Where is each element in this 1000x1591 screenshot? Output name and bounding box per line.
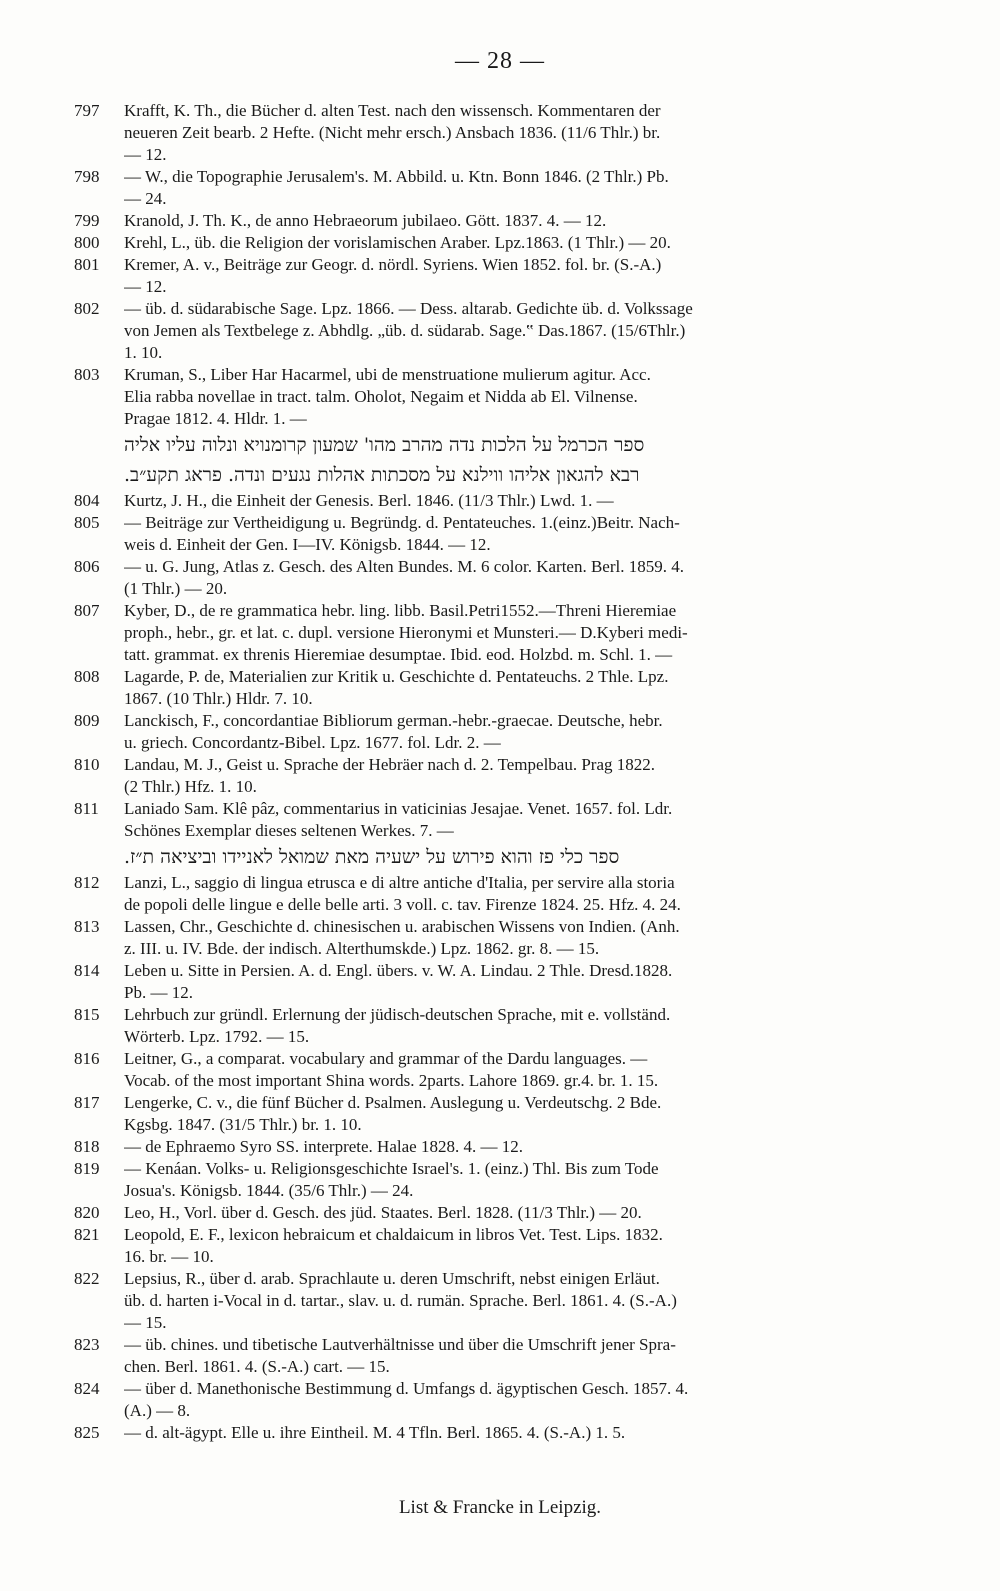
entry-number: 811 — [74, 799, 99, 818]
entry-line: Leitner, G., a comparat. vocabulary and grammar of the Dardu languages. — — [124, 1049, 648, 1068]
entry-line: Lengerke, C. v., die fünf Bücher d. Psalmen. Auslegung u. Verdeutschg. 2 Bde. — [124, 1093, 662, 1112]
entry-line: Krafft, K. Th., die Bücher d. alten Test. nach den wissensch. Kommentaren der — [124, 101, 661, 120]
entry-text — [124, 254, 954, 298]
entry-line: — d. alt-ägypt. Elle u. ihre Eintheil. M. 4 Tfln. Berl. 1865. 4. (S.-A.) 1. 5. — [124, 1423, 626, 1442]
entry-text — [124, 1004, 954, 1048]
entry-text — [124, 1422, 954, 1444]
entry-text — [124, 666, 954, 710]
entry-number: 809 — [74, 711, 100, 730]
catalogue-entry — [74, 754, 954, 798]
entry-number: 799 — [74, 211, 100, 230]
entry-line: (A.) — 8. — [124, 1401, 191, 1420]
entry-text — [124, 754, 954, 798]
entry-text — [124, 916, 954, 960]
publisher-footer: List & Francke in Leipzig. — [398, 1497, 602, 1518]
hebrew-title-line: ספר כלי פז והוא פירוש על ישעיה מאת שמואל לאניידו וביציאה ת״ז. — [124, 846, 620, 868]
catalogue-entry — [74, 1158, 954, 1202]
entry-line: (1 Thlr.) — 20. — [124, 579, 228, 598]
entry-line: — 12. — [124, 277, 167, 296]
entry-number: 801 — [74, 255, 100, 274]
entry-text — [124, 210, 954, 232]
entry-line: — Beiträge zur Vertheidigung u. Begründg. d. Pentateuches. 1.(einz.)Beitr. Nach- — [124, 513, 680, 532]
entry-line: u. griech. Concordantz-Bibel. Lpz. 1677. fol. Ldr. 2. — — [124, 733, 501, 752]
entry-number: 816 — [74, 1049, 100, 1068]
catalogue-entry — [74, 710, 954, 754]
entry-number: 813 — [74, 917, 100, 936]
entry-number: 821 — [74, 1225, 100, 1244]
catalogue-entry — [74, 232, 954, 254]
catalogue-entry — [74, 364, 954, 490]
entry-number: 825 — [74, 1423, 100, 1442]
entry-number: 818 — [74, 1137, 100, 1156]
entry-line: 16. br. — 10. — [124, 1247, 214, 1266]
entry-line: — über d. Manethonische Bestimmung d. Umfangs d. ägyptischen Gesch. 1857. 4. — [124, 1379, 689, 1398]
entry-line: Schönes Exemplar dieses seltenen Werkes. 7. — — [124, 821, 454, 840]
entry-line: Kranold, J. Th. K., de anno Hebraeorum jubilaeo. Gött. 1837. 4. — 12. — [124, 211, 607, 230]
entry-text — [124, 1092, 954, 1136]
entry-line: — Kenáan. Volks- u. Religionsgeschichte Israel's. 1. (einz.) Thl. Bis zum Tode — [124, 1159, 659, 1178]
entry-line: Lanzi, L., saggio di lingua etrusca e di altre antiche d'Italia, per servire alla storia — [124, 873, 675, 892]
entry-text — [124, 556, 954, 600]
entry-line: Leo, H., Vorl. über d. Gesch. des jüd. Staates. Berl. 1828. (11/3 Thlr.) — 20. — [124, 1203, 642, 1222]
entry-number: 812 — [74, 873, 100, 892]
catalogue-entries — [74, 100, 954, 1444]
entry-line: Landau, M. J., Geist u. Sprache der Hebräer nach d. 2. Tempelbau. Prag 1822. — [124, 755, 656, 774]
entry-line: Pragae 1812. 4. Hldr. 1. — — [124, 409, 307, 428]
catalogue-entry — [74, 1004, 954, 1048]
entry-text — [124, 1202, 954, 1224]
entry-line: — üb. d. südarabische Sage. Lpz. 1866. — Dess. altarab. Gedichte üb. d. Volkssage — [124, 299, 693, 318]
entry-number: 804 — [74, 491, 100, 510]
entry-text — [124, 364, 954, 490]
catalogue-entry — [74, 798, 954, 872]
entry-line: 1. 10. — [124, 343, 163, 362]
entry-line: (2 Thlr.) Hfz. 1. 10. — [124, 777, 257, 796]
entry-line: üb. d. harten i-Vocal in d. tartar., slav. u. d. rumän. Sprache. Berl. 1861. 4. (S.-A.) — [124, 1291, 677, 1310]
entry-line: Lassen, Chr., Geschichte d. chinesischen u. arabischen Wissens von Indien. (Anh. — [124, 917, 680, 936]
catalogue-entry — [74, 1136, 954, 1158]
entry-text — [124, 1224, 954, 1268]
catalogue-entry — [74, 100, 954, 166]
catalogue-entry — [74, 1334, 954, 1378]
entry-line: de popoli delle lingue e delle belle arti. 3 voll. c. tav. Firenze 1824. 25. Hfz. 4. 24. — [124, 895, 681, 914]
entry-number: 798 — [74, 167, 100, 186]
entry-text — [124, 872, 954, 916]
catalogue-entry — [74, 166, 954, 210]
entry-text — [124, 798, 954, 872]
entry-number: 815 — [74, 1005, 100, 1024]
catalogue-entry — [74, 490, 954, 512]
entry-line: Kurtz, J. H., die Einheit der Genesis. Berl. 1846. (11/3 Thlr.) Lwd. 1. — — [124, 491, 614, 510]
entry-text — [124, 960, 954, 1004]
entry-line: — üb. chines. und tibetische Lautverhältnisse und über die Umschrift jener Spra- — [124, 1335, 676, 1354]
entry-number: 797 — [74, 101, 100, 120]
catalogue-entry — [74, 600, 954, 666]
entry-number: 820 — [74, 1203, 100, 1222]
entry-line: — 15. — [124, 1313, 167, 1332]
entry-text — [124, 1136, 954, 1158]
entry-line: Kyber, D., de re grammatica hebr. ling. libb. Basil.Petri1552.—Threni Hieremiae — [124, 601, 677, 620]
catalogue-entry — [74, 1268, 954, 1334]
catalogue-entry — [74, 298, 954, 364]
entry-number: 819 — [74, 1159, 100, 1178]
entry-line: — 12. — [124, 145, 167, 164]
entry-text — [124, 1048, 954, 1092]
entry-number: 824 — [74, 1379, 100, 1398]
entry-line: Lanckisch, F., concordantiae Bibliorum german.-hebr.-graecae. Deutsche, hebr. — [124, 711, 663, 730]
catalogue-entry — [74, 1048, 954, 1092]
entry-line: Kremer, A. v., Beiträge zur Geogr. d. nördl. Syriens. Wien 1852. fol. br. (S.-A.) — [124, 255, 662, 274]
catalogue-entry — [74, 960, 954, 1004]
hebrew-title-line: רבא להגאון אליהו ווילנא על מסכתות אהלות נגעים ונדה. פראג תקע״ב. — [124, 464, 640, 486]
entry-number: 805 — [74, 513, 100, 532]
entry-number: 803 — [74, 365, 100, 384]
entry-text — [124, 512, 954, 556]
entry-line: — 24. — [124, 189, 167, 208]
entry-line: z. III. u. IV. Bde. der indisch. Alterthumskde.) Lpz. 1862. gr. 8. — 15. — [124, 939, 600, 958]
entry-line: — u. G. Jung, Atlas z. Gesch. des Alten Bundes. M. 6 color. Karten. Berl. 1859. 4. — [124, 557, 684, 576]
catalogue-entry — [74, 210, 954, 232]
entry-line: neueren Zeit bearb. 2 Hefte. (Nicht mehr ersch.) Ansbach 1836. (11/6 Thlr.) br. — [124, 123, 661, 142]
catalogue-entry — [74, 254, 954, 298]
catalogue-entry — [74, 666, 954, 710]
entry-text — [124, 232, 954, 254]
entry-line: Krehl, L., üb. die Religion der vorislamischen Araber. Lpz.1863. (1 Thlr.) — 20. — [124, 233, 671, 252]
entry-text — [124, 100, 954, 166]
entry-text — [124, 1158, 954, 1202]
entry-number: 800 — [74, 233, 100, 252]
entry-line: weis d. Einheit der Gen. I—IV. Königsb. 1844. — 12. — [124, 535, 491, 554]
catalogue-entry — [74, 1378, 954, 1422]
entry-line: 1867. (10 Thlr.) Hldr. 7. 10. — [124, 689, 313, 708]
entry-text — [124, 1334, 954, 1378]
entry-line: Leopold, E. F., lexicon hebraicum et chaldaicum in libros Vet. Test. Lips. 1832. — [124, 1225, 663, 1244]
hebrew-title-line: ספר הכרמל על הלכות נדה מהרב מהו' שמעון קרומנויא ונלוה עליו אליה — [124, 434, 645, 456]
entry-line: Wörterb. Lpz. 1792. — 15. — [124, 1027, 310, 1046]
entry-text — [124, 600, 954, 666]
entry-text — [124, 490, 954, 512]
entry-number: 817 — [74, 1093, 100, 1112]
entry-number: 808 — [74, 667, 100, 686]
catalogue-entry — [74, 556, 954, 600]
entry-line: Lagarde, P. de, Materialien zur Kritik u. Geschichte d. Pentateuchs. 2 Thle. Lpz. — [124, 667, 669, 686]
catalogue-entry — [74, 916, 954, 960]
entry-line: Kgsbg. 1847. (31/5 Thlr.) br. 1. 10. — [124, 1115, 362, 1134]
entry-text — [124, 298, 954, 364]
entry-line: Lehrbuch zur gründl. Erlernung der jüdisch-deutschen Sprache, mit e. vollständ. — [124, 1005, 671, 1024]
entry-line: Elia rabba novellae in tract. talm. Oholot, Negaim et Nidda ab El. Vilnense. — [124, 387, 638, 406]
entry-line: tatt. grammat. ex threnis Hieremiae desumptae. Ibid. eod. Holzbd. m. Schl. 1. — — [124, 645, 673, 664]
entry-line: Kruman, S., Liber Har Hacarmel, ubi de menstruatione mulierum agitur. Acc. — [124, 365, 651, 384]
entry-number: 806 — [74, 557, 100, 576]
entry-line: Vocab. of the most important Shina words. 2parts. Lahore 1869. gr.4. br. 1. 15. — [124, 1071, 659, 1090]
entry-line: Josua's. Königsb. 1844. (35/6 Thlr.) — 24. — [124, 1181, 414, 1200]
entry-line: Laniado Sam. Klê pâz, commentarius in vaticinias Jesajae. Venet. 1657. fol. Ldr. — [124, 799, 673, 818]
catalogue-entry — [74, 1422, 954, 1444]
entry-text — [124, 710, 954, 754]
catalogue-entry — [74, 1092, 954, 1136]
entry-line: Pb. — 12. — [124, 983, 193, 1002]
entry-line: — de Ephraemo Syro SS. interprete. Halae 1828. 4. — 12. — [124, 1137, 523, 1156]
entry-text — [124, 1268, 954, 1334]
entry-number: 807 — [74, 601, 100, 620]
entry-line: Lepsius, R., über d. arab. Sprachlaute u. deren Umschrift, nebst einigen Erläut. — [124, 1269, 660, 1288]
catalogue-entry — [74, 1224, 954, 1268]
entry-line: von Jemen als Textbelege z. Abhdlg. „üb. d. südarab. Sage.‟ Das.1867. (15/6Thlr.) — [124, 321, 686, 340]
entry-number: 802 — [74, 299, 100, 318]
entry-number: 823 — [74, 1335, 100, 1354]
catalogue-entry — [74, 512, 954, 556]
catalogue-entry — [74, 872, 954, 916]
entry-text — [124, 166, 954, 210]
page-number: — 28 — — [455, 48, 545, 74]
entry-text — [124, 1378, 954, 1422]
entry-number: 822 — [74, 1269, 100, 1288]
entry-line: — W., die Topographie Jerusalem's. M. Abbild. u. Ktn. Bonn 1846. (2 Thlr.) Pb. — [124, 167, 669, 186]
entry-line: Leben u. Sitte in Persien. A. d. Engl. übers. v. W. A. Lindau. 2 Thle. Dresd.1828. — [124, 961, 673, 980]
entry-number: 814 — [74, 961, 100, 980]
entry-number: 810 — [74, 755, 100, 774]
entry-line: proph., hebr., gr. et lat. c. dupl. versione Hieronymi et Munsteri.— D.Kyberi medi- — [124, 623, 688, 642]
entry-line: chen. Berl. 1861. 4. (S.-A.) cart. — 15. — [124, 1357, 390, 1376]
catalogue-entry — [74, 1202, 954, 1224]
